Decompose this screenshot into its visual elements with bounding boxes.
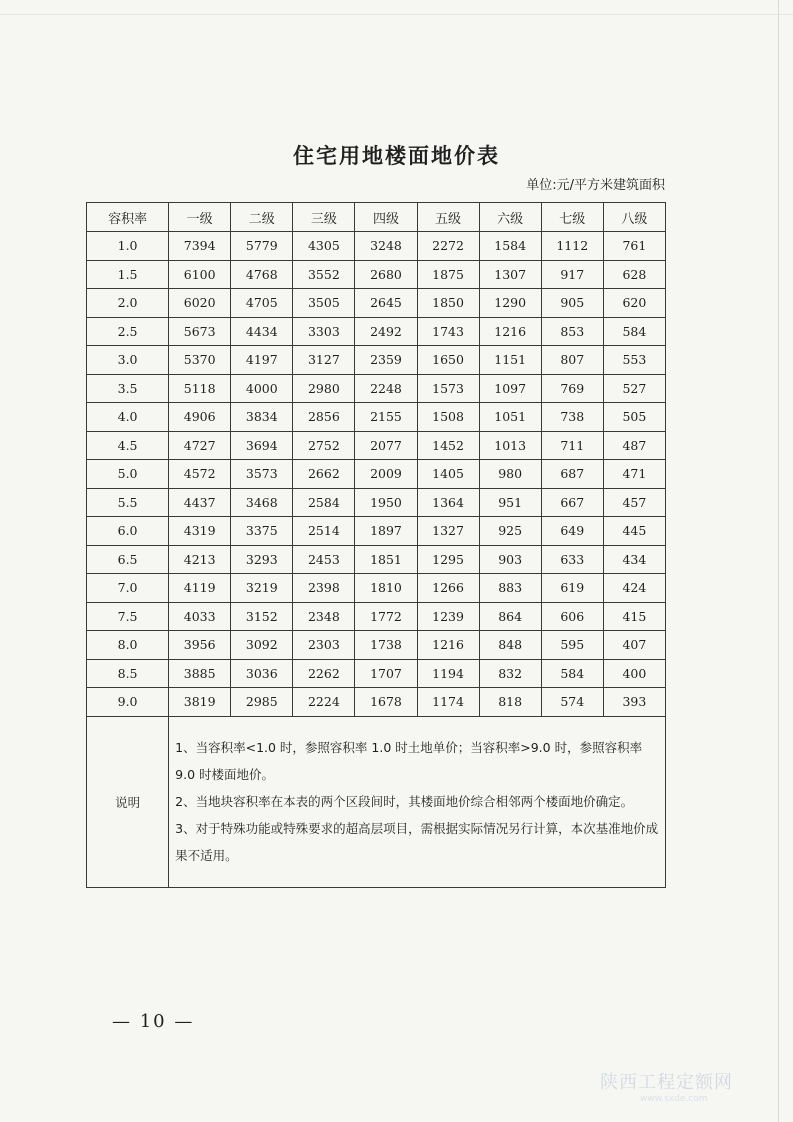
plot-ratio-cell: 1.0 — [87, 232, 169, 261]
plot-ratio-cell: 8.0 — [87, 631, 169, 660]
plot-ratio-cell: 6.5 — [87, 545, 169, 574]
price-cell: 4727 — [169, 431, 231, 460]
price-cell: 2985 — [231, 688, 293, 717]
price-cell: 2348 — [293, 602, 355, 631]
header-grade: 八级 — [603, 203, 665, 232]
table-row — [87, 317, 666, 346]
price-cell: 434 — [603, 545, 665, 574]
price-cell: 3293 — [231, 545, 293, 574]
table-row — [87, 346, 666, 375]
price-cell: 925 — [479, 517, 541, 546]
price-cell: 4033 — [169, 602, 231, 631]
page-edge-top — [0, 14, 793, 15]
document-title: 住宅用地楼面地价表 — [293, 144, 500, 168]
price-cell: 7394 — [169, 232, 231, 261]
table-row — [87, 688, 666, 717]
price-cell: 2752 — [293, 431, 355, 460]
price-cell: 769 — [541, 374, 603, 403]
plot-ratio-cell: 4.0 — [87, 403, 169, 432]
price-cell: 3885 — [169, 659, 231, 688]
price-cell: 1678 — [355, 688, 417, 717]
price-cell: 2645 — [355, 289, 417, 318]
table-row — [87, 488, 666, 517]
plot-ratio-cell: 6.0 — [87, 517, 169, 546]
price-cell: 2453 — [293, 545, 355, 574]
price-cell: 1364 — [417, 488, 479, 517]
plot-ratio-cell: 5.5 — [87, 488, 169, 517]
table-row — [87, 631, 666, 660]
price-cell: 574 — [541, 688, 603, 717]
price-cell: 1295 — [417, 545, 479, 574]
price-cell: 2248 — [355, 374, 417, 403]
table-row — [87, 659, 666, 688]
table-row — [87, 374, 666, 403]
price-cell: 415 — [603, 602, 665, 631]
note-item: 1、当容积率<1.0 时，参照容积率 1.0 时土地单价；当容积率>9.0 时，参照容积率 9.0 时楼面地价。 — [175, 740, 643, 782]
price-cell: 393 — [603, 688, 665, 717]
price-cell: 3573 — [231, 460, 293, 489]
note-item: 3、对于特殊功能或特殊要求的超高层项目，需根据实际情况另行计算，本次基准地价成果不适用。 — [175, 821, 659, 863]
table-row — [87, 545, 666, 574]
plot-ratio-cell: 1.5 — [87, 260, 169, 289]
plot-ratio-cell: 7.5 — [87, 602, 169, 631]
price-cell: 3036 — [231, 659, 293, 688]
price-cell: 5779 — [231, 232, 293, 261]
price-cell: 3303 — [293, 317, 355, 346]
plot-ratio-cell: 3.5 — [87, 374, 169, 403]
price-cell: 1307 — [479, 260, 541, 289]
price-cell: 1194 — [417, 659, 479, 688]
price-cell: 553 — [603, 346, 665, 375]
table-row — [87, 232, 666, 261]
price-cell: 3819 — [169, 688, 231, 717]
price-cell: 2856 — [293, 403, 355, 432]
price-cell: 951 — [479, 488, 541, 517]
price-cell: 883 — [479, 574, 541, 603]
price-cell: 4197 — [231, 346, 293, 375]
price-cell: 1013 — [479, 431, 541, 460]
price-cell: 424 — [603, 574, 665, 603]
price-cell: 2662 — [293, 460, 355, 489]
price-cell: 407 — [603, 631, 665, 660]
price-cell: 1650 — [417, 346, 479, 375]
table-row — [87, 602, 666, 631]
price-cell: 864 — [479, 602, 541, 631]
plot-ratio-cell: 7.0 — [87, 574, 169, 603]
table-row — [87, 460, 666, 489]
price-cell: 1327 — [417, 517, 479, 546]
plot-ratio-cell: 4.5 — [87, 431, 169, 460]
watermark-text: 陕西工程定额网 — [600, 1072, 733, 1093]
price-cell: 1239 — [417, 602, 479, 631]
plot-ratio-cell: 2.0 — [87, 289, 169, 318]
price-cell: 1851 — [355, 545, 417, 574]
price-cell: 6020 — [169, 289, 231, 318]
header-grade: 六级 — [479, 203, 541, 232]
price-cell: 2272 — [417, 232, 479, 261]
price-cell: 584 — [603, 317, 665, 346]
price-cell: 471 — [603, 460, 665, 489]
price-cell: 628 — [603, 260, 665, 289]
price-cell: 2077 — [355, 431, 417, 460]
price-cell: 445 — [603, 517, 665, 546]
price-cell: 4000 — [231, 374, 293, 403]
price-cell: 1151 — [479, 346, 541, 375]
plot-ratio-cell: 2.5 — [87, 317, 169, 346]
price-cell: 3219 — [231, 574, 293, 603]
price-cell: 1810 — [355, 574, 417, 603]
price-cell: 487 — [603, 431, 665, 460]
price-cell: 818 — [479, 688, 541, 717]
price-cell: 4768 — [231, 260, 293, 289]
price-cell: 832 — [479, 659, 541, 688]
land-price-table — [86, 202, 666, 888]
price-cell: 4319 — [169, 517, 231, 546]
price-cell: 3375 — [231, 517, 293, 546]
price-cell: 3152 — [231, 602, 293, 631]
price-cell: 1452 — [417, 431, 479, 460]
price-cell: 1875 — [417, 260, 479, 289]
price-cell: 2009 — [355, 460, 417, 489]
price-cell: 1216 — [417, 631, 479, 660]
price-cell: 980 — [479, 460, 541, 489]
price-cell: 2492 — [355, 317, 417, 346]
price-cell: 620 — [603, 289, 665, 318]
price-cell: 4119 — [169, 574, 231, 603]
header-plot-ratio: 容积率 — [87, 203, 169, 232]
table-body — [87, 232, 666, 888]
header-grade: 四级 — [355, 203, 417, 232]
price-cell: 2359 — [355, 346, 417, 375]
price-cell: 2398 — [293, 574, 355, 603]
price-cell: 595 — [541, 631, 603, 660]
price-cell: 1772 — [355, 602, 417, 631]
price-cell: 2514 — [293, 517, 355, 546]
price-cell: 3956 — [169, 631, 231, 660]
price-cell: 2224 — [293, 688, 355, 717]
price-cell: 457 — [603, 488, 665, 517]
notes-label: 说明 — [87, 716, 169, 887]
price-cell: 4906 — [169, 403, 231, 432]
table-row — [87, 289, 666, 318]
price-cell: 1216 — [479, 317, 541, 346]
price-cell: 4572 — [169, 460, 231, 489]
header-grade: 一级 — [169, 203, 231, 232]
price-cell: 3248 — [355, 232, 417, 261]
price-cell: 917 — [541, 260, 603, 289]
price-cell: 633 — [541, 545, 603, 574]
unit-label: 单位:元/平方米建筑面积 — [526, 178, 665, 193]
price-cell: 3127 — [293, 346, 355, 375]
price-cell: 400 — [603, 659, 665, 688]
table-row — [87, 517, 666, 546]
table-row — [87, 574, 666, 603]
price-cell: 1112 — [541, 232, 603, 261]
price-cell: 711 — [541, 431, 603, 460]
price-cell: 527 — [603, 374, 665, 403]
price-cell: 1174 — [417, 688, 479, 717]
price-cell: 505 — [603, 403, 665, 432]
plot-ratio-cell: 3.0 — [87, 346, 169, 375]
price-cell: 1290 — [479, 289, 541, 318]
price-cell: 4705 — [231, 289, 293, 318]
price-cell: 3092 — [231, 631, 293, 660]
price-cell: 2680 — [355, 260, 417, 289]
price-cell: 3834 — [231, 403, 293, 432]
table-header-row — [87, 203, 666, 232]
price-cell: 2262 — [293, 659, 355, 688]
price-cell: 1573 — [417, 374, 479, 403]
table-row — [87, 403, 666, 432]
price-cell: 687 — [541, 460, 603, 489]
price-cell: 1743 — [417, 317, 479, 346]
price-cell: 2303 — [293, 631, 355, 660]
notes-body — [169, 716, 666, 887]
price-cell: 3505 — [293, 289, 355, 318]
price-cell: 606 — [541, 602, 603, 631]
price-cell: 1051 — [479, 403, 541, 432]
price-cell: 1850 — [417, 289, 479, 318]
price-cell: 1950 — [355, 488, 417, 517]
price-cell: 1508 — [417, 403, 479, 432]
price-cell: 5673 — [169, 317, 231, 346]
price-cell: 649 — [541, 517, 603, 546]
price-cell: 2980 — [293, 374, 355, 403]
price-cell: 667 — [541, 488, 603, 517]
price-cell: 1738 — [355, 631, 417, 660]
table-row — [87, 260, 666, 289]
price-cell: 1584 — [479, 232, 541, 261]
price-cell: 853 — [541, 317, 603, 346]
price-cell: 619 — [541, 574, 603, 603]
header-grade: 七级 — [541, 203, 603, 232]
price-cell: 738 — [541, 403, 603, 432]
price-cell: 905 — [541, 289, 603, 318]
notes-row — [87, 716, 666, 887]
note-item: 2、当地块容积率在本表的两个区段间时，其楼面地价综合相邻两个楼面地价确定。 — [175, 794, 634, 809]
price-cell: 3694 — [231, 431, 293, 460]
price-cell: 4437 — [169, 488, 231, 517]
price-cell: 4213 — [169, 545, 231, 574]
price-cell: 3468 — [231, 488, 293, 517]
price-cell: 848 — [479, 631, 541, 660]
page-number: — 10 — — [112, 1011, 195, 1032]
price-cell: 903 — [479, 545, 541, 574]
plot-ratio-cell: 5.0 — [87, 460, 169, 489]
plot-ratio-cell: 8.5 — [87, 659, 169, 688]
header-grade: 五级 — [417, 203, 479, 232]
price-cell: 1266 — [417, 574, 479, 603]
price-cell: 2155 — [355, 403, 417, 432]
price-cell: 6100 — [169, 260, 231, 289]
price-cell: 4434 — [231, 317, 293, 346]
price-cell: 5370 — [169, 346, 231, 375]
price-cell: 2584 — [293, 488, 355, 517]
price-cell: 807 — [541, 346, 603, 375]
price-cell: 1897 — [355, 517, 417, 546]
price-cell: 5118 — [169, 374, 231, 403]
price-cell: 1097 — [479, 374, 541, 403]
watermark-url: www.sxde.com — [640, 1094, 708, 1104]
price-cell: 3552 — [293, 260, 355, 289]
plot-ratio-cell: 9.0 — [87, 688, 169, 717]
header-grade: 三级 — [293, 203, 355, 232]
price-cell: 4305 — [293, 232, 355, 261]
table-row — [87, 431, 666, 460]
header-grade: 二级 — [231, 203, 293, 232]
price-cell: 1405 — [417, 460, 479, 489]
price-cell: 761 — [603, 232, 665, 261]
price-cell: 1707 — [355, 659, 417, 688]
price-cell: 584 — [541, 659, 603, 688]
